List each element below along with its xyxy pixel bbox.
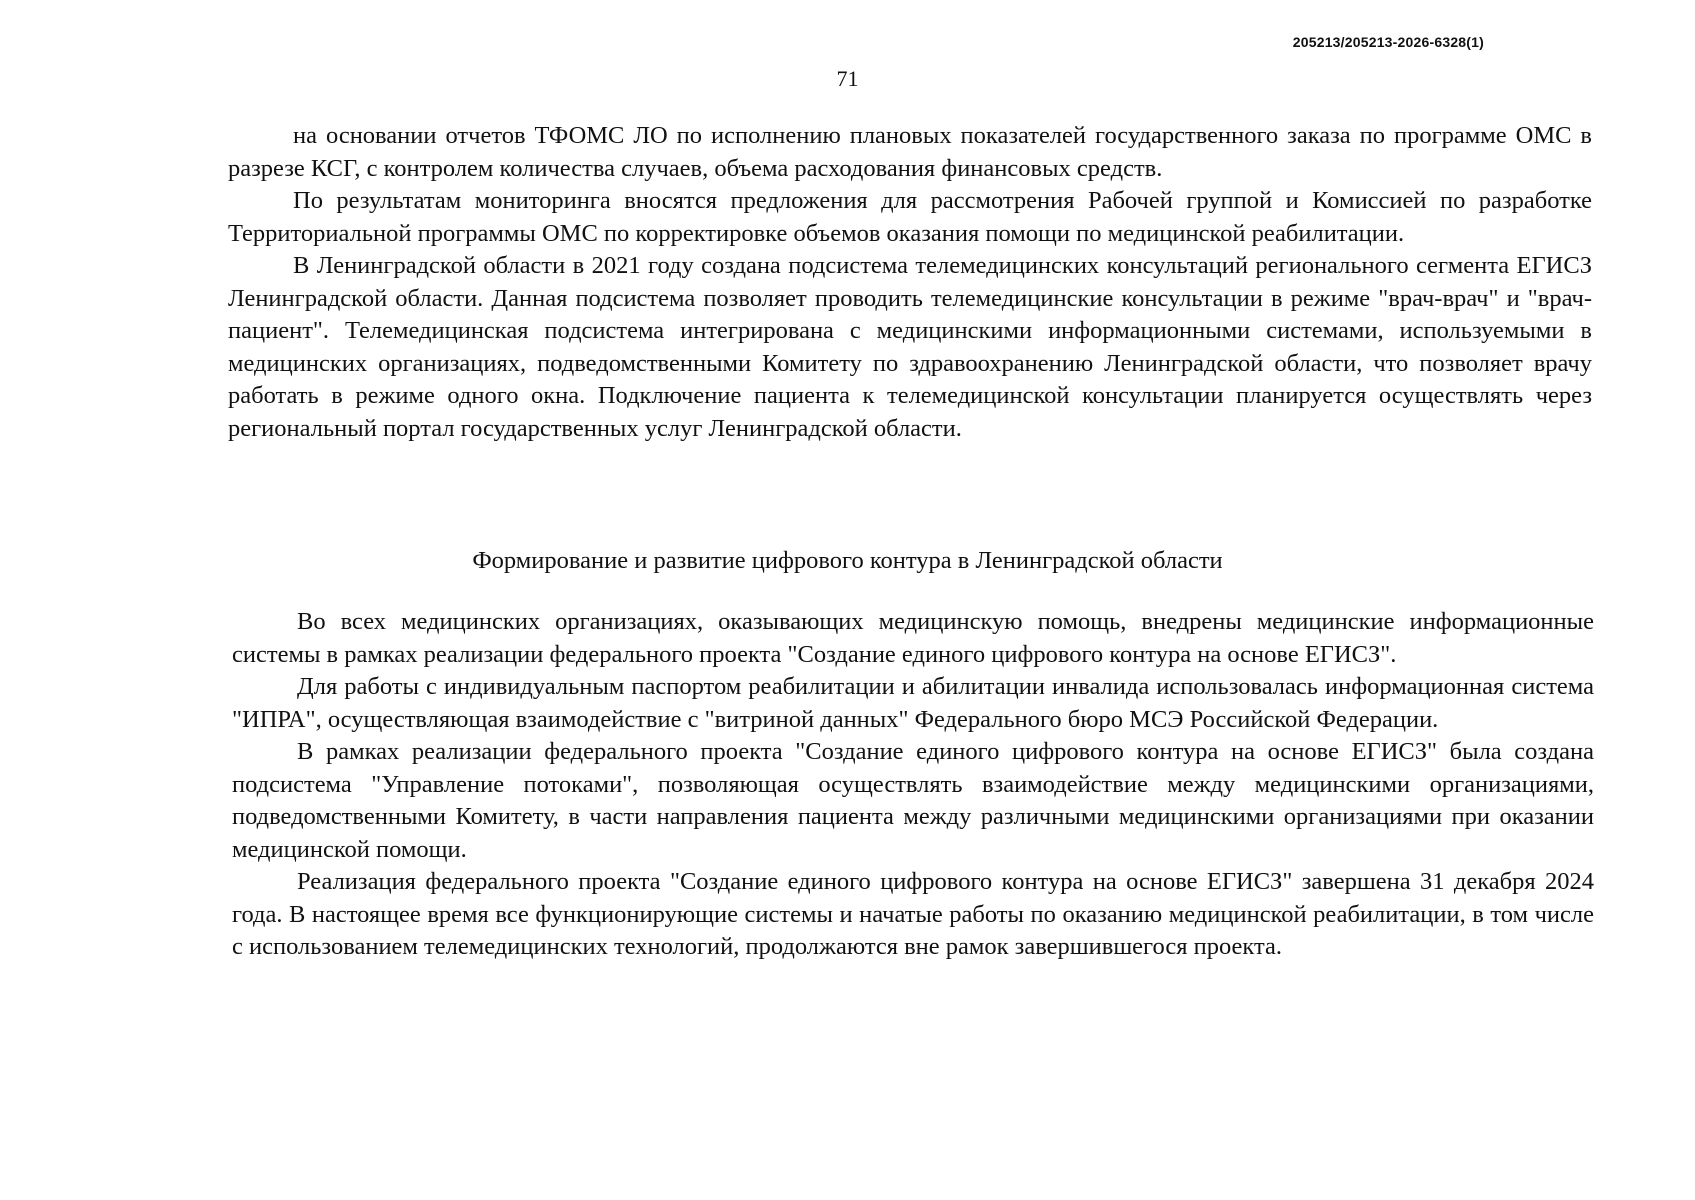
paragraph-telemedicine-subsystem: В Ленинградской области в 2021 году создана подсистема телемедицинских консультаций регионального сегмента ЕГИСЗ Ленинградской области. Данная подсистема позволяет проводить телемедицинские консультации в режиме "врач-врач" и "врач-пациент". Телемедицинская подсистема интегрирована с медицинскими информационными системами, используемыми в медицинских организациях, подведомственными Комитету по здравоохранению Ленинградской области, что позволяет врачу работать в режиме одного окна. Подключение пациента к телемедицинской консультации планируется осуществлять через региональный портал государственных услуг Ленинградской области. (228, 252, 1592, 442)
paragraph-project-completion: Реализация федерального проекта "Создание единого цифрового контура на основе ЕГИСЗ" завершена 31 декабря 2024 года. В настоящее время все функционирующие системы и начатые работы по оказанию медицинской реабилитации, в том числе с использованием телемедицинских технологий, продолжаются вне рамок завершившегося проекта. (232, 868, 1594, 960)
paragraph-ipra-system: Для работы с индивидуальным паспортом реабилитации и абилитации инвалида использовалась информационная система "ИПРА", осуществляющая взаимодействие с "витриной данных" Федерального бюро МСЭ Российской Федерации. (232, 673, 1594, 733)
section-heading: Формирование и развитие цифрового контура в Ленинградской области (472, 547, 1223, 574)
paragraph-monitoring-results: По результатам мониторинга вносятся предложения для рассмотрения Рабочей группой и Комиссией по разработке Территориальной программы ОМС по корректировке объемов оказания помощи по медицинской реабилитации. (228, 187, 1592, 247)
paragraph-omс-reports: на основании отчетов ТФОМС ЛО по исполнению плановых показателей государственного заказа по программе ОМС в разрезе КСГ, с контролем количества случаев, объема расходования финансовых средств. (228, 122, 1592, 182)
page-number: 71 (836, 66, 859, 91)
text-block-bottom (232, 606, 1594, 964)
paragraph-flow-management: В рамках реализации федерального проекта "Создание единого цифрового контура на основе ЕГИСЗ" была создана подсистема "Управление потоками", позволяющая осуществлять взаимодействие между медицинскими организациями, подведомственными Комитету, в части направления пациента между различными медицинскими организациями при оказании медицинской помощи. (232, 738, 1594, 863)
document-id: 205213/205213-2026-6328(1) (1292, 34, 1484, 50)
paragraph-medical-info-systems: Во всех медицинских организациях, оказывающих медицинскую помощь, внедрены медицинские информационные системы в рамках реализации федерального проекта "Создание единого цифрового контура на основе ЕГИСЗ". (232, 608, 1594, 668)
text-block-top (228, 120, 1592, 445)
